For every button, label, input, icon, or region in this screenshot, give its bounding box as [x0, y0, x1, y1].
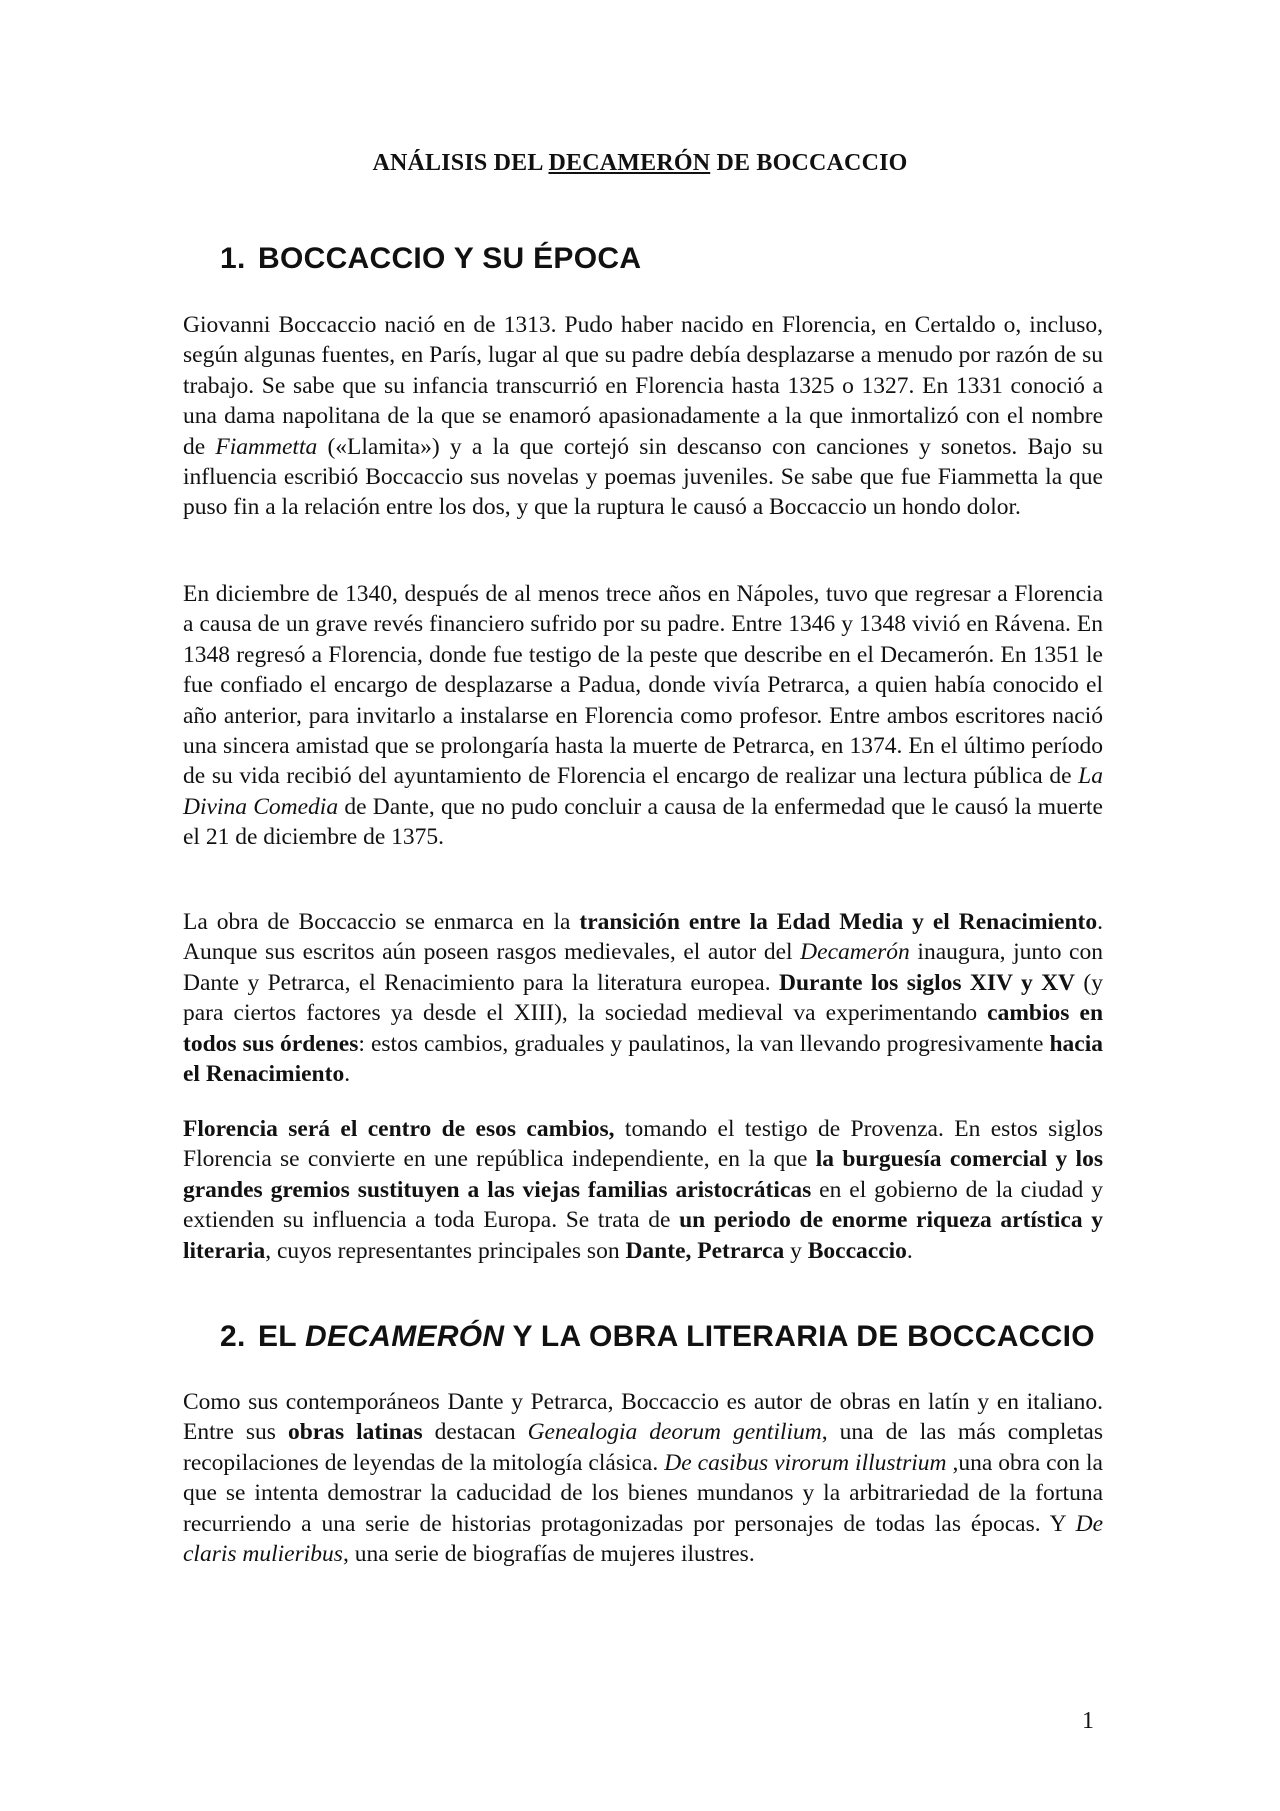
document-title: ANÁLISIS DEL DECAMERÓN DE BOCCACCIO: [372, 150, 908, 176]
section-1-paragraph-4: Florencia será el centro de esos cambios, tomando el testigo de Provenza. En estos siglos Florencia se convierte en une república independiente, en la que la burguesía comercial y los grandes gremios sustituyen a las viejas familias aristocráticas en el gobierno de la ciudad y extienden su influencia a toda Europa. Se trata de un periodo de enorme riqueza artística y literaria, cuyos representantes principales son Dante, Petrarca y Boccaccio.: [183, 1116, 1104, 1264]
page-number: 1: [1082, 1708, 1094, 1734]
section-2-paragraph-1: Como sus contemporáneos Dante y Petrarca, Boccaccio es autor de obras en latín y en italiano. Entre sus obras latinas destacan Genealogia deorum gentilium, una de las más completas recopilaciones de leyendas de la mitología clásica. De casibus virorum illustrium ,una obra con la que se intenta demostrar la caducidad de los bienes mundanos y la arbitrariedad de la fortuna recurriendo a una serie de historias protagonizadas por personajes de todas las épocas. Y De claris mulieribus, una serie de biografías de mujeres ilustres.: [183, 1389, 1103, 1568]
section-2-heading: 2. EL DECAMERÓN Y LA OBRA LITERARIA DE BOCCACCIO: [220, 1320, 1095, 1353]
section-1-paragraph-2: En diciembre de 1340, después de al menos trece años en Nápoles, tuvo que regresar a Florencia a causa de un grave revés financiero sufrido por su padre. Entre 1346 y 1348 vivió en Rávena. En 1348 regresó a Florencia, donde fue testigo de la peste que describe en el Decamerón. En 1351 le fue confiado el encargo de desplazarse a Padua, donde vivía Petrarca, a quien había conocido el año anterior, para invitarlo a instalarse en Florencia como profesor. Entre ambos escritores nació una sincera amistad que se prolongaría hasta la muerte de Petrarca, en 1374. En el último período de su vida recibió del ayuntamiento de Florencia el encargo de realizar una lectura pública de La Divina Comedia de Dante, que no pudo concluir a causa de la enfermedad que le causó la muerte el 21 de diciembre de 1375.: [183, 581, 1103, 851]
section-1-paragraph-3: La obra de Boccaccio se enmarca en la transición entre la Edad Media y el Renacimiento. Aunque sus escritos aún poseen rasgos medievales, el autor del Decamerón inaugura, junto con Dante y Petrarca, el Renacimiento para la literatura europea. Durante los siglos XIV y XV (y para ciertos factores ya desde el XIII), la sociedad medieval va experimentando cambios en todos sus órdenes: estos cambios, graduales y paulatinos, la van llevando progresivamente hacia el Renacimiento.: [183, 909, 1104, 1088]
title-underlined-work: DECAMERÓN: [548, 150, 711, 176]
section-1-paragraph-1: Giovanni Boccaccio nació en de 1313. Pudo haber nacido en Florencia, en Certaldo o, incluso, según algunas fuentes, en París, lugar al que su padre debía desplazarse a menudo por razón de su trabajo. Se sabe que su infancia transcurrió en Florencia hasta 1325 o 1327. En 1331 conoció a una dama napolitana de la que se enamoró apasionadamente a la que inmortalizó con el nombre de Fiammetta («Llamita») y a la que cortejó sin descanso con canciones y sonetos. Bajo su influencia escribió Boccaccio sus novelas y poemas juveniles. Se sabe que fue Fiammetta la que puso fin a la relación entre los dos, y que la ruptura le causó a Boccaccio un hondo dolor.: [183, 312, 1103, 521]
section-1-heading: 1. BOCCACCIO Y SU ÉPOCA: [220, 242, 642, 275]
